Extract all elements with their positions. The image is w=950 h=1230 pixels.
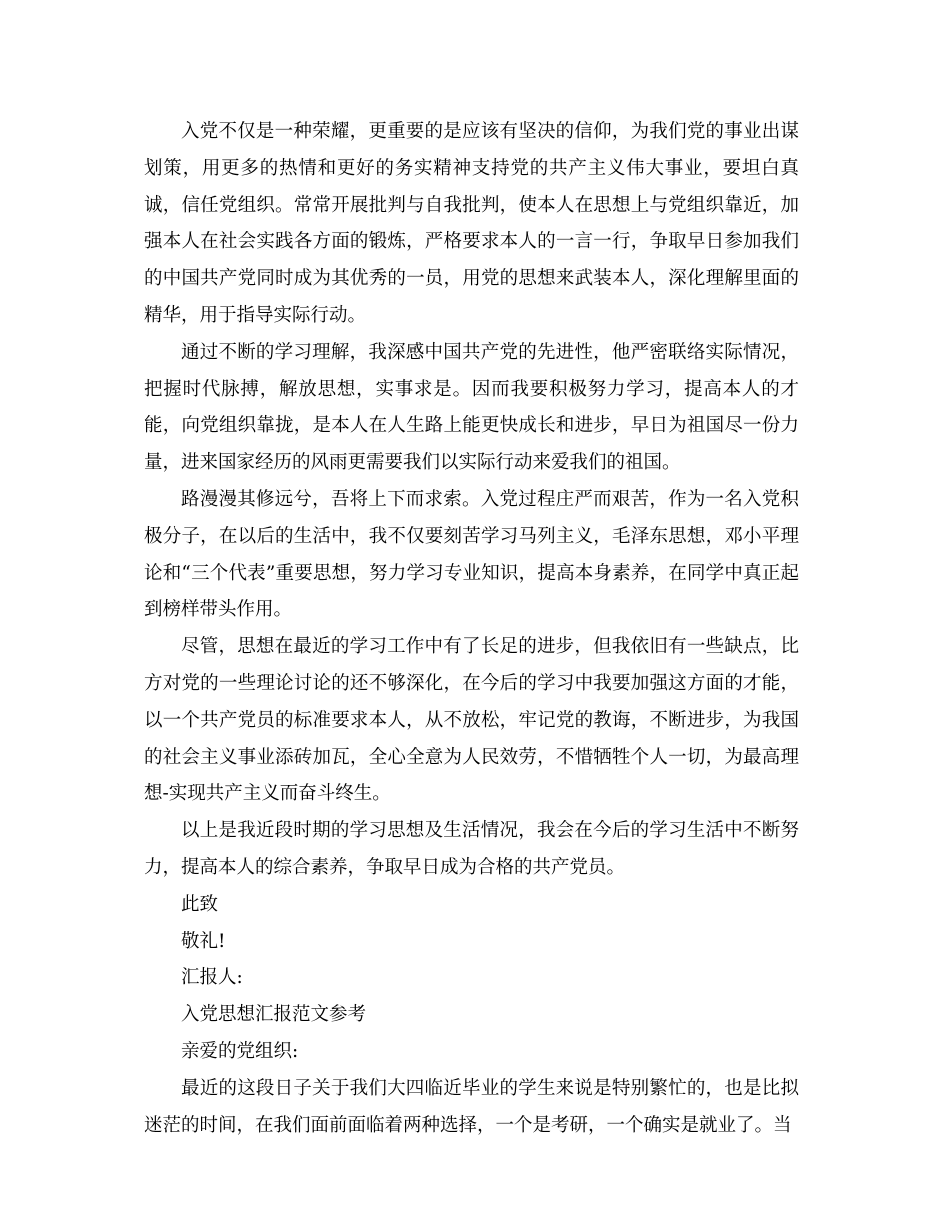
document-body (144, 114, 799, 1144)
next-section-title: 入党思想汇报范文参考 (181, 1004, 367, 1026)
paragraph-5: 以上是我近段时期的学习思想及生活情况，我会在今后的学习生活中不断努力，提高本人的综合素养，争取早日成为合格的共产党员。 (144, 820, 799, 878)
paragraph-3: 路漫漫其修远兮，吾将上下而求索。入党过程庄严而艰苦，作为一名入党积极分子，在以后的生活中，我不仅要刻苦学习马列主义，毛泽东思想，邓小平理论和“三个代表”重要思想，努力学习专业知识，提高本身素养，在同学中真正起到榜样带头作用。 (144, 488, 799, 621)
paragraph-1: 入党不仅是一种荣耀，更重要的是应该有坚决的信仰，为我们党的事业出谋划策，用更多的热情和更好的务实精神支持党的共产主义伟大事业，要坦白真诚，信任党组织。常常开展批判与自我批判，使本人在思想上与党组织靠近，加强本人在社会实践各方面的锻炼，严格要求本人的一言一行，争取早日参加我们的中国共产党同时成为其优秀的一员，用党的思想来武装本人，深化理解里面的精华，用于指导实际行动。 (144, 121, 799, 326)
paragraph-2: 通过不断的学习理解，我深感中国共产党的先进性，他严密联络实际情况，把握时代脉搏，解放思想，实事求是。因而我要积极努力学习，提高本人的才能，向党组织靠拢，是本人在人生路上能更快成长和进步，早日为祖国尽一份力量，进来国家经历的风雨更需要我们以实际行动来爱我们的祖国。 (144, 341, 799, 474)
reporter-label: 汇报人: (181, 967, 243, 989)
greeting-line: 亲爱的党组织: (181, 1040, 299, 1062)
closing-line: 此致 (181, 893, 219, 915)
paragraph-4: 尽管，思想在最近的学习工作中有了长足的进步，但我依旧有一些缺点，比方对党的一些理论讨论的还不够深化，在今后的学习中我要加强这方面的才能，以一个共产党员的标准要求本人，从不放松，牢记党的教诲，不断进步，为我国的社会主义事业添砖加瓦，全心全意为人民效劳，不惜牺牲个人一切，为最高理想-实现共产主义而奋斗终生。 (144, 636, 799, 805)
paragraph-6: 最近的这段日子关于我们大四临近毕业的学生来说是特别繁忙的，也是比拟迷茫的时间，在我们面前面临着两种选择，一个是考研，一个确实是就业了。当 (144, 1077, 799, 1136)
salute-line: 敬礼! (181, 930, 226, 952)
